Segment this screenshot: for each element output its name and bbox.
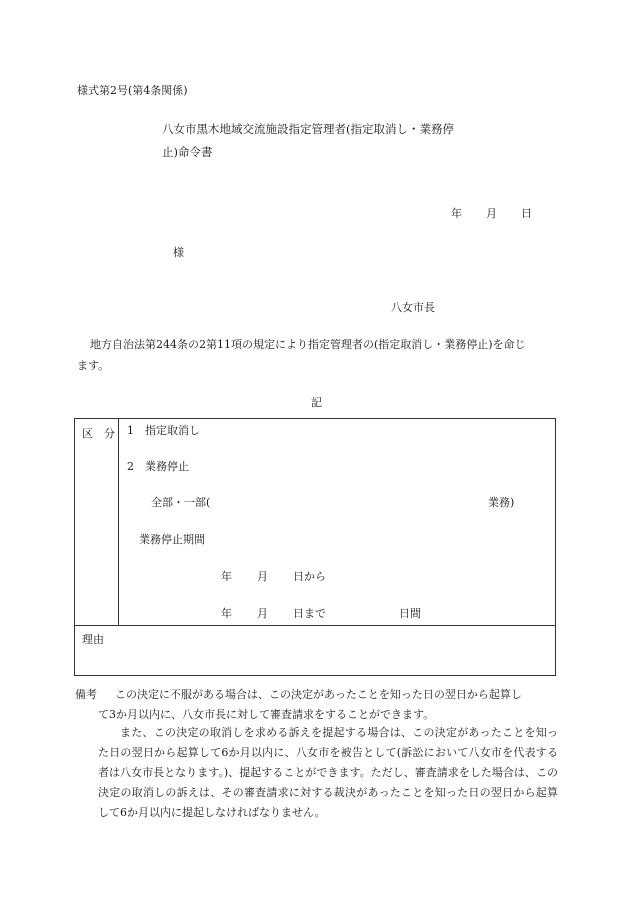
date-day: 日: [521, 207, 532, 220]
document-title-line1: 八女市黒木地域交流施設指定管理者(指定取消し・業務停: [162, 122, 454, 136]
main-text-line2: ます。: [77, 359, 110, 372]
from-day: 日から: [293, 570, 326, 583]
category-label: 区 分: [82, 427, 115, 440]
notes-label: 備考: [75, 688, 97, 701]
total-days: 日間: [399, 607, 421, 620]
document-title-line2: 止)命令書: [162, 145, 213, 159]
main-text-line1: 地方自治法第244条の2第11項の規定により指定管理者の(指定取消し・業務停止)を命じ: [90, 338, 526, 351]
from-month: 月: [257, 570, 268, 583]
from-year: 年: [221, 570, 232, 583]
ki-heading: 記: [311, 396, 322, 409]
notes-paragraph1-first-line: この決定に不服がある場合は、この決定があったことを知った日の翌日から起算し: [115, 688, 522, 701]
table-column-divider: [118, 418, 119, 625]
notes-paragraph1-rest: て3か月以内に、八女市長に対して審査請求をすることができます。: [98, 708, 435, 721]
reason-label: 理由: [82, 633, 104, 646]
option-suspension: 2 業務停止: [127, 460, 189, 473]
scope-prefix: 全部・一部(: [151, 496, 211, 509]
to-month: 月: [257, 607, 268, 620]
table-row-divider: [74, 625, 556, 626]
to-day: 日まで: [293, 607, 326, 620]
addressee-suffix: 様: [173, 246, 184, 259]
form-number: 様式第2号(第4条関係): [77, 84, 188, 97]
order-table: [74, 418, 556, 676]
date-year: 年: [451, 207, 462, 220]
notes-paragraph2: また、この決定の取消しを求める訴えを提起する場合は、この決定があったことを知った日の翌日から起算して6か月以内に、八女市を被告として(訴訟において八女市を代表する者は八女市長となります。)、提起することができます。ただし、審査請求をした場合は、この決定の取消しの訴えは、その審査請求に対する裁決があったことを知った日の翌日から起算して6か月以内に提起しなければなりません。: [98, 726, 558, 819]
option-revocation: 1 指定取消し: [127, 424, 200, 437]
scope-suffix: 業務): [488, 496, 515, 509]
to-year: 年: [221, 607, 232, 620]
suspension-period-label: 業務停止期間: [139, 533, 205, 546]
date-month: 月: [486, 207, 497, 220]
issuer: 八女市長: [391, 301, 435, 314]
